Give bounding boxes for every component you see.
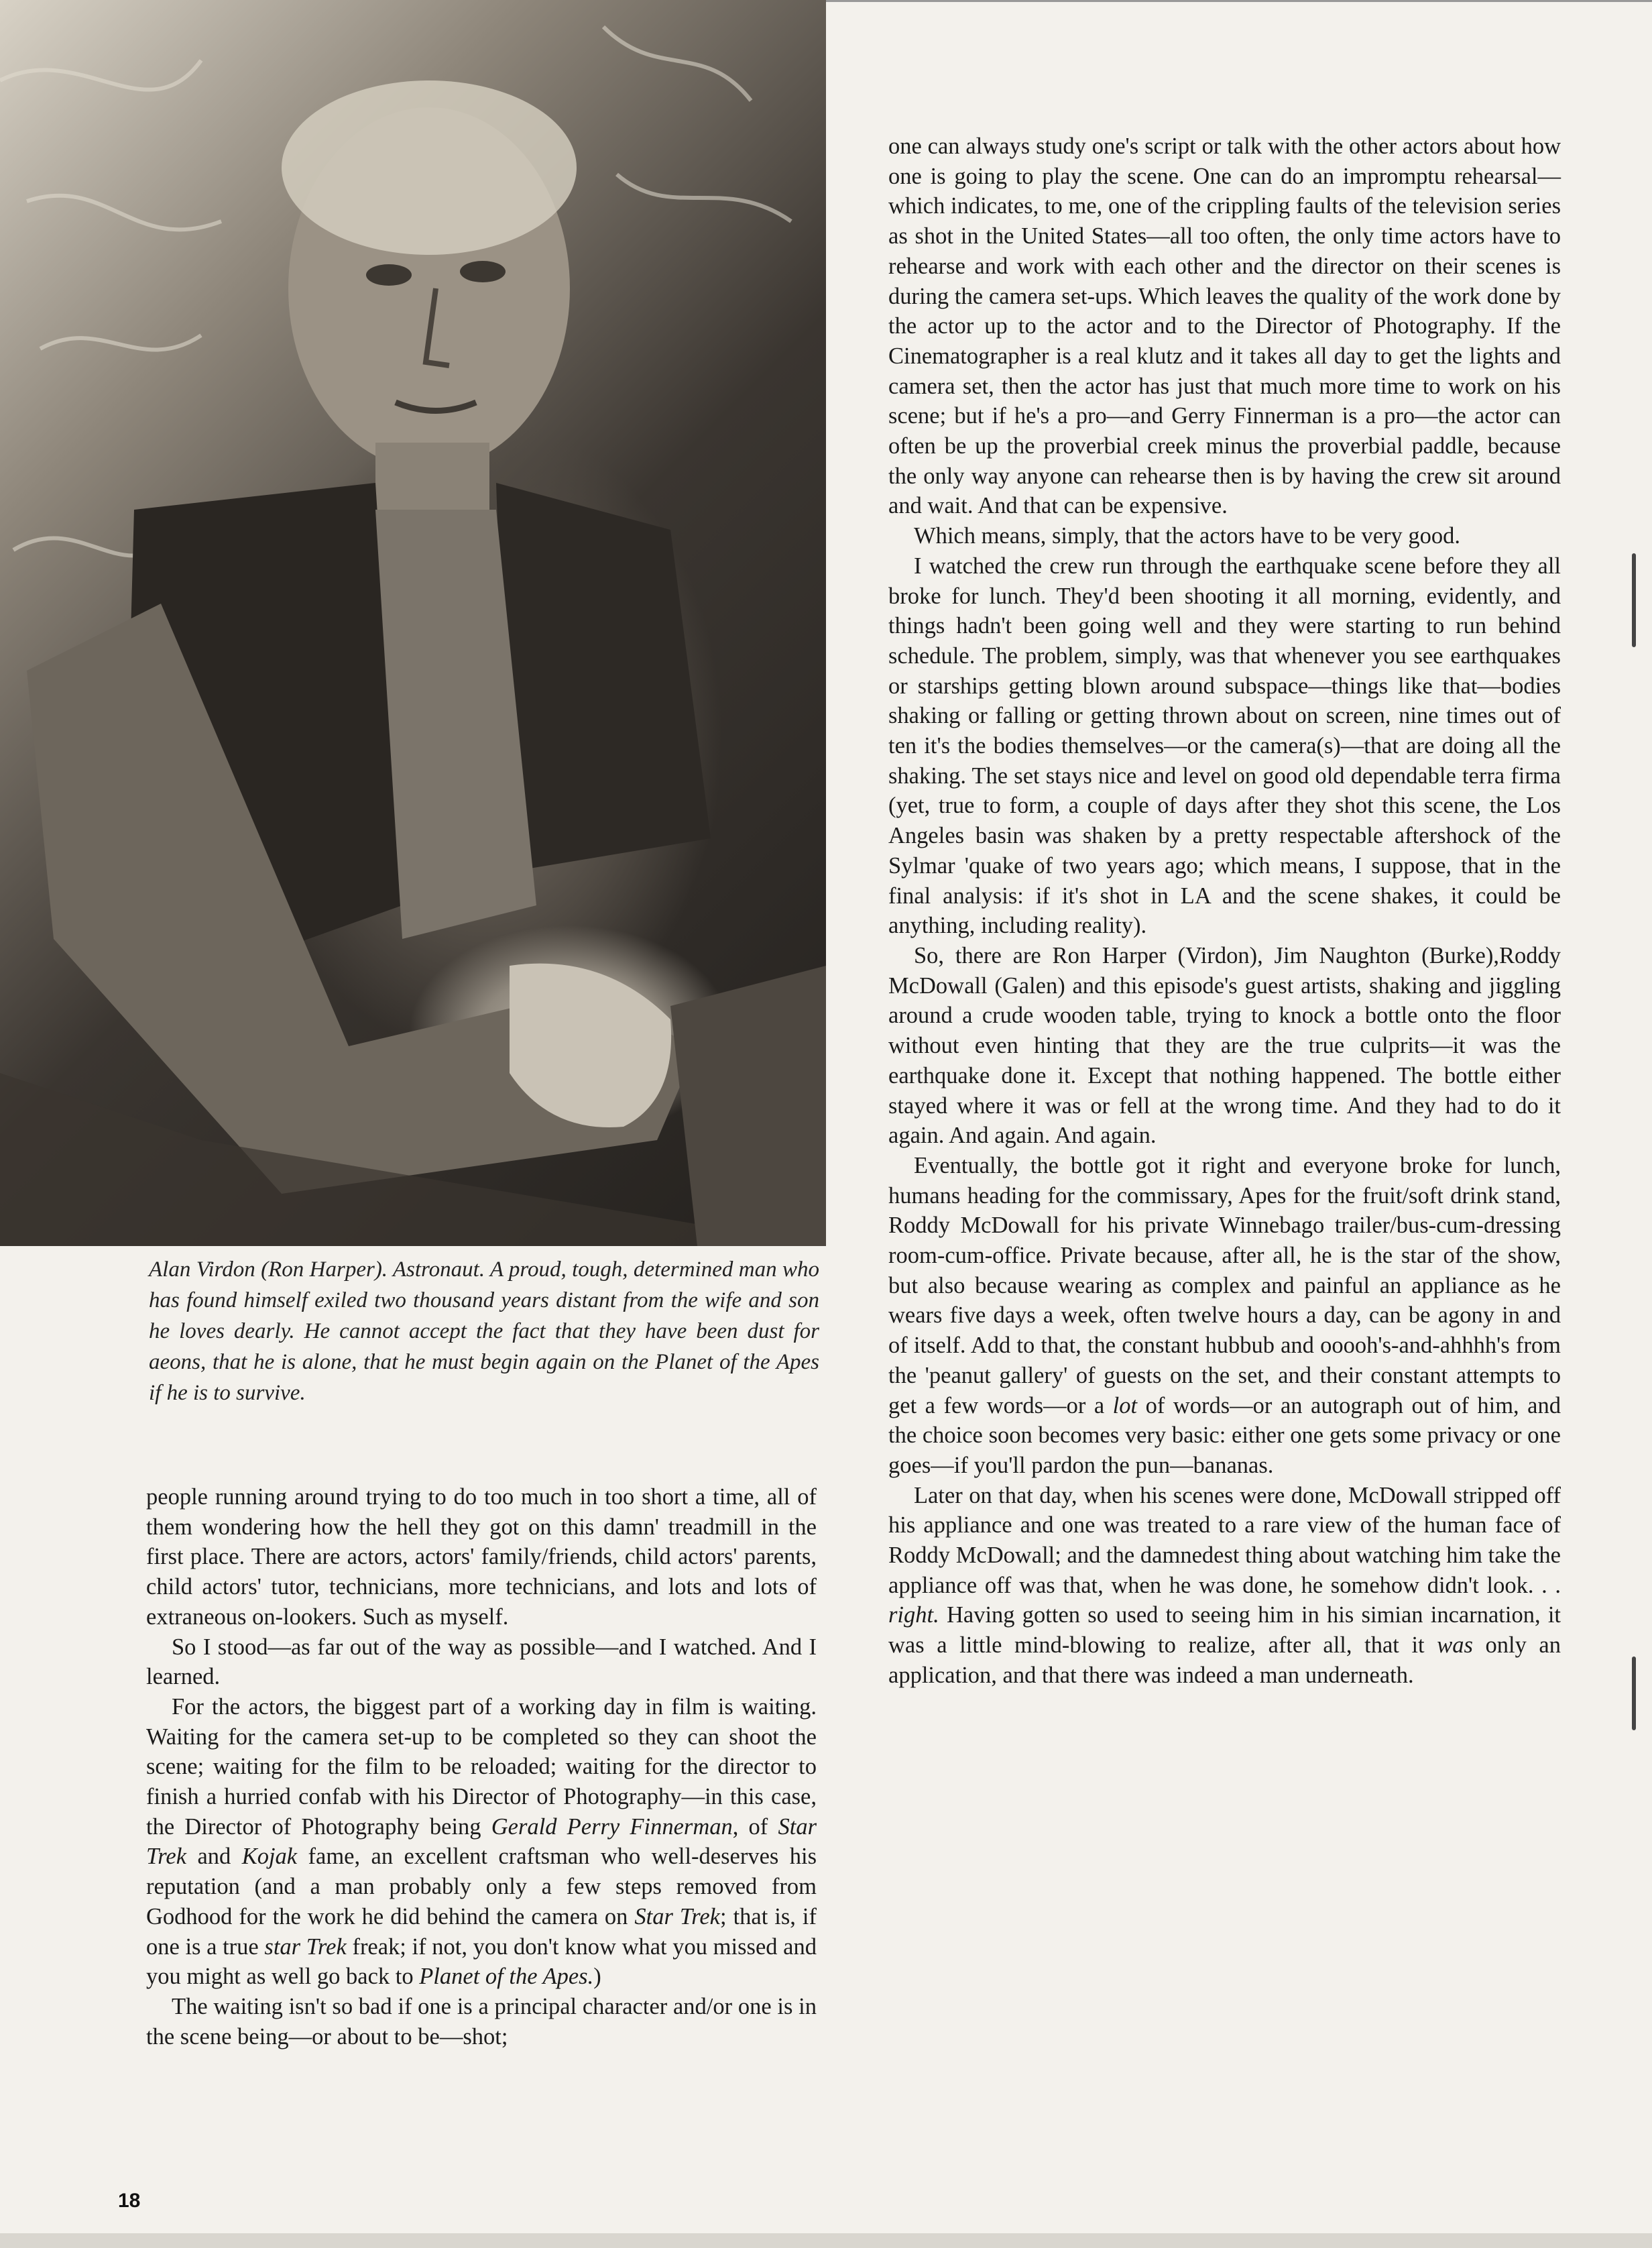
paragraph: one can always study one's script or talk with the other actors about how one is going to play the scene. One can do an impromptu rehearsal—which indicates, to me, one of the crippling faults of the television series as shot in the United States—all too often, the only time actors have to rehearse and work with each other and the director on their scenes is during the camera set-ups. Which leaves the quality of the work done by the actor up to the actor and to the Director of Photography. If the Cinematographer is a real klutz and it takes all day to get the lights and camera set, then the actor has just that much more time to work on his scene; but if he's a pro—and Gerry Finnerman is a pro—the actor can often be up the proverbial creek minus the proverbial paddle, because the only way anyone can rehearse then is by having the crew sit around and wait. And that can be expensive.: [888, 133, 1561, 519]
italic-run: Star Trek: [634, 1903, 720, 1929]
text-run: ): [593, 1964, 601, 1990]
text-run: , of: [732, 1813, 778, 1840]
italic-run: was: [1437, 1632, 1473, 1659]
paragraph: [146, 1692, 817, 1992]
paragraph: The waiting isn't so bad if one is a principal character and/or one is in the scene being—or about to be—shot;: [146, 1993, 817, 2049]
scan-bottom-edge: [0, 2233, 1652, 2248]
paragraph: people running around trying to do too much in too short a time, all of them wondering how the hell they got on this damn' treadmill in the first place. There are actors, actors' family/friends, child actors' parents, child actors' tutor, technicians, more technicians, and lots and lots of extraneous on-lookers. Such as myself.: [146, 1484, 817, 1630]
page-number: 18: [118, 2190, 141, 2212]
portrait-photo-icon: [0, 0, 826, 1246]
italic-run: Planet of the Apes.: [419, 1964, 594, 1990]
binding-edge-mark: [1632, 553, 1636, 647]
text-run: freak; if not, you don't know what you missed and you might as well go back to: [146, 1933, 817, 1990]
paragraph: So, there are Ron Harper (Virdon), Jim Naughton (Burke),Roddy McDowall (Galen) and this episode's guest artists, shaking and jiggling around a crude wooden table, trying to knock a bottle onto the floor without even hinting that they are the true culprits—it was the earthquake done it. Except that nothing happened. The bottle either stayed where it was or fell at the wrong time. And they had to do it again. And again. And again.: [888, 942, 1561, 1149]
paragraph: So I stood—as far out of the way as possible—and I watched. And I learned.: [146, 1634, 817, 1690]
italic-run: right.: [888, 1602, 939, 1628]
text-run: and: [186, 1844, 242, 1870]
italic-run: Gerald Perry Finnerman: [491, 1813, 733, 1840]
text-run: only an application, and that there was indeed a man underneath.: [888, 1632, 1561, 1688]
italic-run: Star Trek: [146, 1813, 817, 1870]
right-text-column: [888, 131, 1561, 1691]
italic-run: lot: [1112, 1392, 1138, 1418]
text-run: ; that is, if one is a true: [146, 1903, 817, 1960]
left-text-column: [146, 1482, 817, 2052]
text-run: of words—or an autograph out of him, and the choice soon becomes very basic: either one gets some privacy or one goes—if you'll pardon the pun—bananas.: [888, 1392, 1561, 1478]
photo-caption: Alan Virdon (Ron Harper). Astronaut. A proud, tough, determined man who has found himself exiled two thousand years distant from the wife and son he loves dearly. He cannot accept the fact that they have been dust for aeons, that he is alone, that he must begin again on the Planet of the Apes if he is to survive.: [149, 1257, 819, 1405]
text-run: Having gotten so used to seeing him in his simian incarnation, it was a little mind-blowing to realize, after all, that it: [888, 1602, 1561, 1659]
text-run: Later on that day, when his scenes were done, McDowall stripped off his appliance and one was treated to a rare view of the human face of Roddy McDowall; and the damnedest thing about watching him take the appliance off was that, when he was done, he somehow didn't look. . .: [888, 1482, 1561, 1598]
paragraph: Which means, simply, that the actors have to be very good.: [914, 523, 1460, 549]
text-run: fame, an excellent craftsman who well-deserves his reputation (and a man probably only a few steps removed from Godhood for the work he did behind the camera on: [146, 1844, 817, 1929]
paragraph: I watched the crew run through the earthquake scene before they all broke for lunch. They'd been shooting it all morning, evidently, and things hadn't been going well and they were starting to run behind schedule. The problem, simply, was that whenever you see earthquakes or starships getting blown around subspace—things like that—bodies shaking or falling or getting thrown about on screen, nine times out of ten it's the bodies themselves—or the camera(s)—that are doing all the shaking. The set stays nice and level on good old dependable terra firma (yet, true to form, a couple of days after they shot this scene, the Los Angeles basin was shaken by a pretty respectable aftershock of the Sylmar 'quake of two years ago; which means, I suppose, that in the final analysis: if it's shot in LA and the scene shakes, it could be anything, including reality).: [888, 553, 1561, 939]
text-run: Eventually, the bottle got it right and everyone broke for lunch, humans heading for the commissary, Apes for the fruit/soft drink stand, Roddy McDowall for his private Winnebago trailer/bus-cum-dressing room-cum-office. Private because, after all, he is the star of the show, but also because wearing as complex and painful an appliance as he wears five days a week, often twelve hours a day, can be agony in and of itself. Add to that, the constant hubbub and ooooh's-and-ahhhh's from the 'peanut gallery' of guests on the set, and their constant attempts to get a few words—or a: [888, 1152, 1561, 1418]
binding-edge-mark: [1632, 1656, 1636, 1730]
paragraph: [888, 1481, 1561, 1691]
text-run: For the actors, the biggest part of a working day in film is waiting. Waiting for the camera set-up to be completed so they can shoot the scene; waiting for the film to be reloaded; waiting for the director to finish a hurried confab with his Director of Photography—in this case, the Director of Photography being: [146, 1693, 817, 1840]
italic-run: star Trek: [264, 1933, 347, 1960]
italic-run: Kojak: [241, 1844, 298, 1870]
portrait-photo: [0, 0, 826, 1246]
paragraph: [888, 1151, 1561, 1481]
